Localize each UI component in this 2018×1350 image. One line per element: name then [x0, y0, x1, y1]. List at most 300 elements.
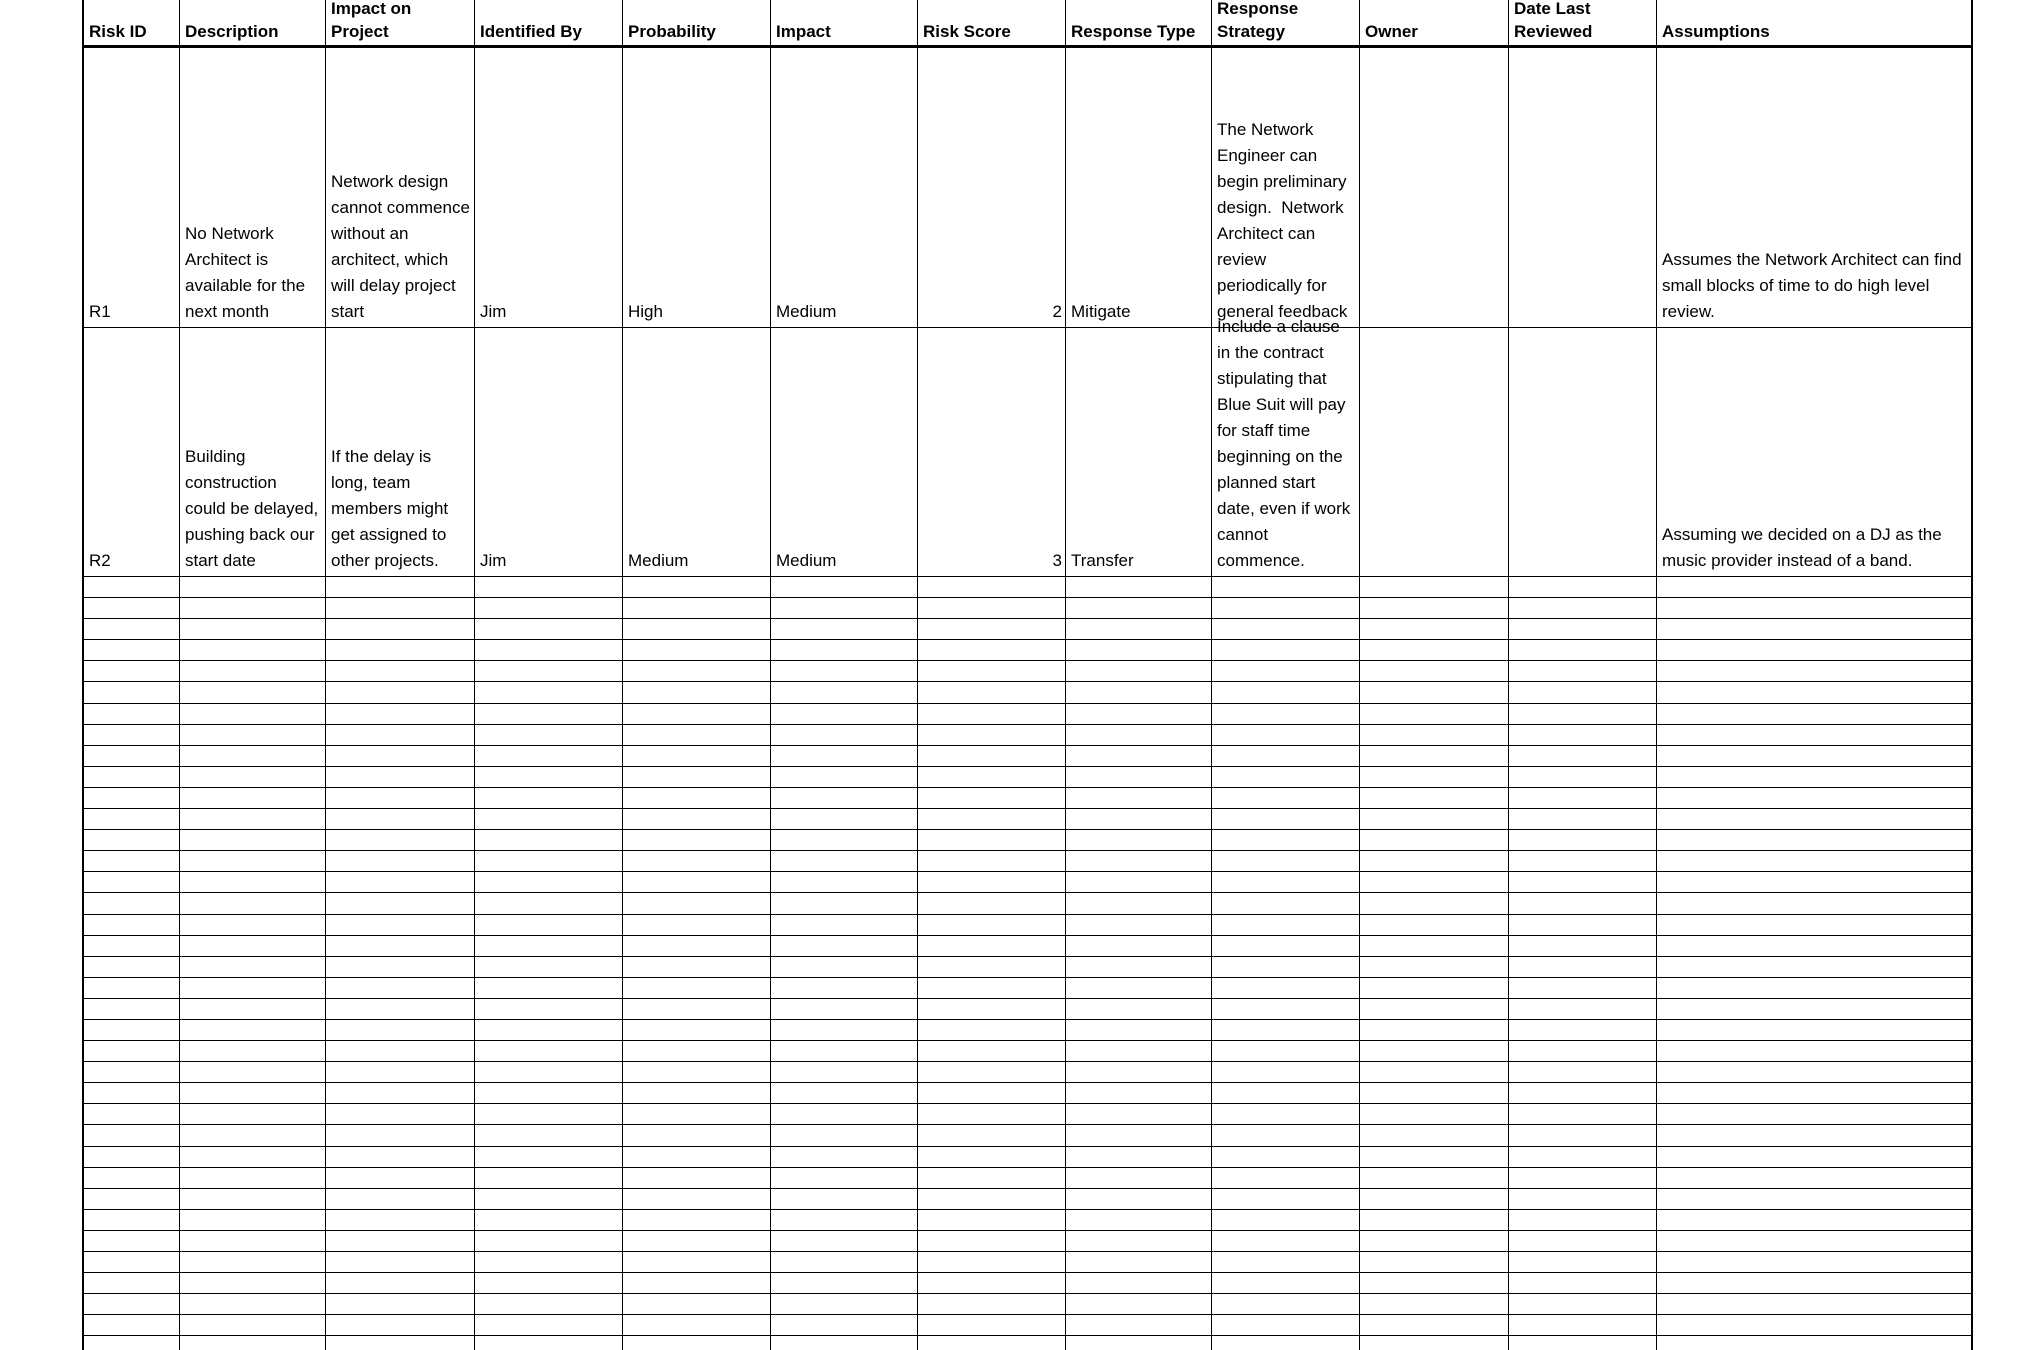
empty-cell-15-risk-score[interactable] — [918, 872, 1066, 893]
cell-r2-date-last-reviewed[interactable] — [1509, 328, 1657, 577]
empty-cell-9-probability[interactable] — [623, 746, 771, 767]
empty-cell-8-description[interactable] — [180, 725, 326, 746]
empty-cell-17-owner[interactable] — [1360, 915, 1509, 936]
empty-cell-17-probability[interactable] — [623, 915, 771, 936]
empty-cell-34-identified-by[interactable] — [475, 1273, 623, 1294]
empty-cell-26-response-strategy[interactable] — [1212, 1104, 1360, 1125]
empty-cell-2-description[interactable] — [180, 598, 326, 619]
empty-cell-4-description[interactable] — [180, 640, 326, 661]
empty-cell-32-description[interactable] — [180, 1231, 326, 1252]
empty-cell-22-assumptions[interactable] — [1657, 1020, 1973, 1041]
empty-cell-25-impact-on-project[interactable] — [326, 1083, 475, 1104]
empty-cell-26-identified-by[interactable] — [475, 1104, 623, 1125]
empty-cell-4-assumptions[interactable] — [1657, 640, 1973, 661]
empty-cell-12-probability[interactable] — [623, 809, 771, 830]
empty-cell-4-date-last-reviewed[interactable] — [1509, 640, 1657, 661]
empty-cell-6-impact-on-project[interactable] — [326, 682, 475, 703]
empty-cell-9-assumptions[interactable] — [1657, 746, 1973, 767]
empty-cell-18-risk-score[interactable] — [918, 936, 1066, 957]
empty-cell-6-risk-id[interactable] — [84, 682, 180, 703]
empty-cell-30-impact[interactable] — [771, 1189, 918, 1210]
empty-cell-5-response-type[interactable] — [1066, 661, 1212, 682]
empty-cell-26-risk-id[interactable] — [84, 1104, 180, 1125]
empty-cell-6-owner[interactable] — [1360, 682, 1509, 703]
header-cell-impact[interactable] — [771, 0, 918, 48]
empty-cell-22-identified-by[interactable] — [475, 1020, 623, 1041]
empty-cell-35-response-strategy[interactable] — [1212, 1294, 1360, 1315]
empty-cell-13-date-last-reviewed[interactable] — [1509, 830, 1657, 851]
empty-cell-23-assumptions[interactable] — [1657, 1041, 1973, 1062]
empty-cell-5-risk-score[interactable] — [918, 661, 1066, 682]
empty-cell-2-assumptions[interactable] — [1657, 598, 1973, 619]
cell-r1-risk-id[interactable] — [84, 48, 180, 328]
empty-cell-19-description[interactable] — [180, 957, 326, 978]
empty-cell-2-risk-id[interactable] — [84, 598, 180, 619]
empty-cell-22-probability[interactable] — [623, 1020, 771, 1041]
empty-cell-7-owner[interactable] — [1360, 704, 1509, 725]
empty-cell-10-impact-on-project[interactable] — [326, 767, 475, 788]
empty-cell-1-identified-by[interactable] — [475, 577, 623, 598]
empty-cell-33-owner[interactable] — [1360, 1252, 1509, 1273]
empty-cell-30-assumptions[interactable] — [1657, 1189, 1973, 1210]
empty-cell-26-probability[interactable] — [623, 1104, 771, 1125]
empty-cell-20-date-last-reviewed[interactable] — [1509, 978, 1657, 999]
empty-cell-31-description[interactable] — [180, 1210, 326, 1231]
empty-cell-3-date-last-reviewed[interactable] — [1509, 619, 1657, 640]
empty-cell-37-risk-score[interactable] — [918, 1336, 1066, 1350]
empty-cell-13-risk-score[interactable] — [918, 830, 1066, 851]
cell-r2-identified-by[interactable] — [475, 328, 623, 577]
empty-cell-28-identified-by[interactable] — [475, 1147, 623, 1168]
empty-cell-33-date-last-reviewed[interactable] — [1509, 1252, 1657, 1273]
empty-cell-20-probability[interactable] — [623, 978, 771, 999]
empty-cell-6-probability[interactable] — [623, 682, 771, 703]
empty-cell-16-response-strategy[interactable] — [1212, 893, 1360, 914]
empty-cell-11-date-last-reviewed[interactable] — [1509, 788, 1657, 809]
empty-cell-19-risk-score[interactable] — [918, 957, 1066, 978]
empty-cell-2-response-strategy[interactable] — [1212, 598, 1360, 619]
empty-cell-10-identified-by[interactable] — [475, 767, 623, 788]
empty-cell-14-impact[interactable] — [771, 851, 918, 872]
empty-cell-10-assumptions[interactable] — [1657, 767, 1973, 788]
empty-cell-37-assumptions[interactable] — [1657, 1336, 1973, 1350]
empty-cell-8-date-last-reviewed[interactable] — [1509, 725, 1657, 746]
empty-cell-35-identified-by[interactable] — [475, 1294, 623, 1315]
empty-cell-30-probability[interactable] — [623, 1189, 771, 1210]
cell-r1-impact[interactable] — [771, 48, 918, 328]
empty-cell-9-identified-by[interactable] — [475, 746, 623, 767]
empty-cell-4-response-strategy[interactable] — [1212, 640, 1360, 661]
empty-cell-4-response-type[interactable] — [1066, 640, 1212, 661]
empty-cell-32-owner[interactable] — [1360, 1231, 1509, 1252]
empty-cell-17-date-last-reviewed[interactable] — [1509, 915, 1657, 936]
empty-cell-34-risk-score[interactable] — [918, 1273, 1066, 1294]
cell-r1-impact-on-project[interactable] — [326, 48, 475, 328]
empty-cell-3-owner[interactable] — [1360, 619, 1509, 640]
empty-cell-2-risk-score[interactable] — [918, 598, 1066, 619]
empty-cell-18-response-strategy[interactable] — [1212, 936, 1360, 957]
empty-cell-36-response-strategy[interactable] — [1212, 1315, 1360, 1336]
empty-cell-35-date-last-reviewed[interactable] — [1509, 1294, 1657, 1315]
empty-cell-26-owner[interactable] — [1360, 1104, 1509, 1125]
empty-cell-22-impact-on-project[interactable] — [326, 1020, 475, 1041]
empty-cell-23-identified-by[interactable] — [475, 1041, 623, 1062]
empty-cell-2-impact-on-project[interactable] — [326, 598, 475, 619]
empty-cell-12-impact[interactable] — [771, 809, 918, 830]
empty-cell-16-impact-on-project[interactable] — [326, 893, 475, 914]
empty-cell-30-date-last-reviewed[interactable] — [1509, 1189, 1657, 1210]
empty-cell-1-description[interactable] — [180, 577, 326, 598]
empty-cell-33-description[interactable] — [180, 1252, 326, 1273]
empty-cell-28-description[interactable] — [180, 1147, 326, 1168]
empty-cell-14-identified-by[interactable] — [475, 851, 623, 872]
empty-cell-29-probability[interactable] — [623, 1168, 771, 1189]
empty-cell-25-description[interactable] — [180, 1083, 326, 1104]
empty-cell-34-impact-on-project[interactable] — [326, 1273, 475, 1294]
empty-cell-36-impact-on-project[interactable] — [326, 1315, 475, 1336]
header-cell-response-strategy[interactable] — [1212, 0, 1360, 48]
empty-cell-33-response-type[interactable] — [1066, 1252, 1212, 1273]
empty-cell-13-assumptions[interactable] — [1657, 830, 1973, 851]
empty-cell-17-impact[interactable] — [771, 915, 918, 936]
empty-cell-6-description[interactable] — [180, 682, 326, 703]
empty-cell-31-risk-id[interactable] — [84, 1210, 180, 1231]
empty-cell-14-assumptions[interactable] — [1657, 851, 1973, 872]
empty-cell-26-description[interactable] — [180, 1104, 326, 1125]
empty-cell-31-date-last-reviewed[interactable] — [1509, 1210, 1657, 1231]
empty-cell-23-response-strategy[interactable] — [1212, 1041, 1360, 1062]
cell-r2-owner[interactable] — [1360, 328, 1509, 577]
empty-cell-18-assumptions[interactable] — [1657, 936, 1973, 957]
empty-cell-7-identified-by[interactable] — [475, 704, 623, 725]
empty-cell-15-date-last-reviewed[interactable] — [1509, 872, 1657, 893]
empty-cell-27-date-last-reviewed[interactable] — [1509, 1125, 1657, 1146]
empty-cell-24-identified-by[interactable] — [475, 1062, 623, 1083]
empty-cell-27-impact[interactable] — [771, 1125, 918, 1146]
empty-cell-7-response-strategy[interactable] — [1212, 704, 1360, 725]
empty-cell-17-impact-on-project[interactable] — [326, 915, 475, 936]
empty-cell-8-assumptions[interactable] — [1657, 725, 1973, 746]
header-cell-impact-on-project[interactable] — [326, 0, 475, 48]
empty-cell-21-risk-id[interactable] — [84, 999, 180, 1020]
empty-cell-32-impact[interactable] — [771, 1231, 918, 1252]
empty-cell-19-owner[interactable] — [1360, 957, 1509, 978]
empty-cell-9-response-strategy[interactable] — [1212, 746, 1360, 767]
empty-cell-30-impact-on-project[interactable] — [326, 1189, 475, 1210]
empty-cell-7-assumptions[interactable] — [1657, 704, 1973, 725]
empty-cell-33-risk-score[interactable] — [918, 1252, 1066, 1273]
empty-cell-34-date-last-reviewed[interactable] — [1509, 1273, 1657, 1294]
empty-cell-7-description[interactable] — [180, 704, 326, 725]
empty-cell-27-assumptions[interactable] — [1657, 1125, 1973, 1146]
empty-cell-20-response-strategy[interactable] — [1212, 978, 1360, 999]
empty-cell-23-impact[interactable] — [771, 1041, 918, 1062]
empty-cell-9-impact-on-project[interactable] — [326, 746, 475, 767]
empty-cell-19-response-strategy[interactable] — [1212, 957, 1360, 978]
empty-cell-8-risk-score[interactable] — [918, 725, 1066, 746]
empty-cell-21-identified-by[interactable] — [475, 999, 623, 1020]
empty-cell-7-impact-on-project[interactable] — [326, 704, 475, 725]
cell-r2-risk-id[interactable] — [84, 328, 180, 577]
empty-cell-22-owner[interactable] — [1360, 1020, 1509, 1041]
empty-cell-29-response-type[interactable] — [1066, 1168, 1212, 1189]
empty-cell-37-probability[interactable] — [623, 1336, 771, 1350]
empty-cell-2-date-last-reviewed[interactable] — [1509, 598, 1657, 619]
empty-cell-35-description[interactable] — [180, 1294, 326, 1315]
empty-cell-10-owner[interactable] — [1360, 767, 1509, 788]
empty-cell-15-probability[interactable] — [623, 872, 771, 893]
empty-cell-7-risk-id[interactable] — [84, 704, 180, 725]
empty-cell-34-probability[interactable] — [623, 1273, 771, 1294]
empty-cell-32-probability[interactable] — [623, 1231, 771, 1252]
empty-cell-23-probability[interactable] — [623, 1041, 771, 1062]
empty-cell-31-impact-on-project[interactable] — [326, 1210, 475, 1231]
empty-cell-27-impact-on-project[interactable] — [326, 1125, 475, 1146]
empty-cell-9-risk-score[interactable] — [918, 746, 1066, 767]
empty-cell-6-impact[interactable] — [771, 682, 918, 703]
cell-r1-assumptions[interactable] — [1657, 48, 1973, 328]
empty-cell-28-date-last-reviewed[interactable] — [1509, 1147, 1657, 1168]
empty-cell-24-risk-score[interactable] — [918, 1062, 1066, 1083]
empty-cell-36-owner[interactable] — [1360, 1315, 1509, 1336]
empty-cell-14-risk-id[interactable] — [84, 851, 180, 872]
empty-cell-18-impact[interactable] — [771, 936, 918, 957]
empty-cell-21-impact[interactable] — [771, 999, 918, 1020]
empty-cell-19-risk-id[interactable] — [84, 957, 180, 978]
empty-cell-28-risk-score[interactable] — [918, 1147, 1066, 1168]
empty-cell-33-assumptions[interactable] — [1657, 1252, 1973, 1273]
empty-cell-5-identified-by[interactable] — [475, 661, 623, 682]
cell-r1-identified-by[interactable] — [475, 48, 623, 328]
empty-cell-16-risk-score[interactable] — [918, 893, 1066, 914]
empty-cell-31-identified-by[interactable] — [475, 1210, 623, 1231]
empty-cell-34-response-strategy[interactable] — [1212, 1273, 1360, 1294]
header-cell-owner[interactable] — [1360, 0, 1509, 48]
empty-cell-33-impact-on-project[interactable] — [326, 1252, 475, 1273]
empty-cell-3-identified-by[interactable] — [475, 619, 623, 640]
empty-cell-6-date-last-reviewed[interactable] — [1509, 682, 1657, 703]
empty-cell-1-impact[interactable] — [771, 577, 918, 598]
empty-cell-30-response-strategy[interactable] — [1212, 1189, 1360, 1210]
cell-r2-impact-on-project[interactable] — [326, 328, 475, 577]
empty-cell-20-description[interactable] — [180, 978, 326, 999]
empty-cell-35-response-type[interactable] — [1066, 1294, 1212, 1315]
cell-r1-probability[interactable] — [623, 48, 771, 328]
empty-cell-4-risk-score[interactable] — [918, 640, 1066, 661]
empty-cell-11-impact-on-project[interactable] — [326, 788, 475, 809]
empty-cell-2-identified-by[interactable] — [475, 598, 623, 619]
empty-cell-34-description[interactable] — [180, 1273, 326, 1294]
empty-cell-29-description[interactable] — [180, 1168, 326, 1189]
empty-cell-35-impact[interactable] — [771, 1294, 918, 1315]
empty-cell-9-date-last-reviewed[interactable] — [1509, 746, 1657, 767]
empty-cell-4-risk-id[interactable] — [84, 640, 180, 661]
empty-cell-37-date-last-reviewed[interactable] — [1509, 1336, 1657, 1350]
empty-cell-37-owner[interactable] — [1360, 1336, 1509, 1350]
empty-cell-24-response-type[interactable] — [1066, 1062, 1212, 1083]
empty-cell-25-risk-score[interactable] — [918, 1083, 1066, 1104]
empty-cell-18-owner[interactable] — [1360, 936, 1509, 957]
empty-cell-7-impact[interactable] — [771, 704, 918, 725]
empty-cell-1-risk-score[interactable] — [918, 577, 1066, 598]
empty-cell-21-probability[interactable] — [623, 999, 771, 1020]
empty-cell-10-description[interactable] — [180, 767, 326, 788]
cell-r1-owner[interactable] — [1360, 48, 1509, 328]
empty-cell-5-impact[interactable] — [771, 661, 918, 682]
empty-cell-24-description[interactable] — [180, 1062, 326, 1083]
empty-cell-29-risk-id[interactable] — [84, 1168, 180, 1189]
empty-cell-13-probability[interactable] — [623, 830, 771, 851]
cell-r1-risk-score[interactable] — [918, 48, 1066, 328]
empty-cell-36-impact[interactable] — [771, 1315, 918, 1336]
empty-cell-20-owner[interactable] — [1360, 978, 1509, 999]
empty-cell-5-probability[interactable] — [623, 661, 771, 682]
empty-cell-15-risk-id[interactable] — [84, 872, 180, 893]
empty-cell-25-risk-id[interactable] — [84, 1083, 180, 1104]
empty-cell-11-assumptions[interactable] — [1657, 788, 1973, 809]
empty-cell-23-response-type[interactable] — [1066, 1041, 1212, 1062]
empty-cell-10-response-type[interactable] — [1066, 767, 1212, 788]
empty-cell-33-impact[interactable] — [771, 1252, 918, 1273]
empty-cell-8-probability[interactable] — [623, 725, 771, 746]
empty-cell-20-impact[interactable] — [771, 978, 918, 999]
empty-cell-16-identified-by[interactable] — [475, 893, 623, 914]
empty-cell-26-risk-score[interactable] — [918, 1104, 1066, 1125]
empty-cell-26-response-type[interactable] — [1066, 1104, 1212, 1125]
empty-cell-21-owner[interactable] — [1360, 999, 1509, 1020]
empty-cell-14-response-strategy[interactable] — [1212, 851, 1360, 872]
empty-cell-21-risk-score[interactable] — [918, 999, 1066, 1020]
empty-cell-12-impact-on-project[interactable] — [326, 809, 475, 830]
empty-cell-7-risk-score[interactable] — [918, 704, 1066, 725]
empty-cell-24-owner[interactable] — [1360, 1062, 1509, 1083]
empty-cell-29-impact-on-project[interactable] — [326, 1168, 475, 1189]
empty-cell-36-date-last-reviewed[interactable] — [1509, 1315, 1657, 1336]
cell-r2-impact[interactable] — [771, 328, 918, 577]
empty-cell-37-impact-on-project[interactable] — [326, 1336, 475, 1350]
header-cell-assumptions[interactable] — [1657, 0, 1973, 48]
empty-cell-5-risk-id[interactable] — [84, 661, 180, 682]
empty-cell-11-probability[interactable] — [623, 788, 771, 809]
empty-cell-24-risk-id[interactable] — [84, 1062, 180, 1083]
cell-r2-description[interactable] — [180, 328, 326, 577]
cell-r1-response-strategy[interactable] — [1212, 48, 1360, 328]
empty-cell-17-risk-score[interactable] — [918, 915, 1066, 936]
empty-cell-27-probability[interactable] — [623, 1125, 771, 1146]
empty-cell-20-identified-by[interactable] — [475, 978, 623, 999]
empty-cell-24-response-strategy[interactable] — [1212, 1062, 1360, 1083]
empty-cell-11-impact[interactable] — [771, 788, 918, 809]
empty-cell-33-identified-by[interactable] — [475, 1252, 623, 1273]
header-cell-date-last-reviewed[interactable] — [1509, 0, 1657, 48]
empty-cell-8-response-strategy[interactable] — [1212, 725, 1360, 746]
empty-cell-28-response-strategy[interactable] — [1212, 1147, 1360, 1168]
empty-cell-2-impact[interactable] — [771, 598, 918, 619]
empty-cell-28-impact[interactable] — [771, 1147, 918, 1168]
empty-cell-7-date-last-reviewed[interactable] — [1509, 704, 1657, 725]
empty-cell-36-risk-id[interactable] — [84, 1315, 180, 1336]
empty-cell-34-risk-id[interactable] — [84, 1273, 180, 1294]
empty-cell-5-description[interactable] — [180, 661, 326, 682]
empty-cell-22-description[interactable] — [180, 1020, 326, 1041]
empty-cell-29-assumptions[interactable] — [1657, 1168, 1973, 1189]
empty-cell-10-impact[interactable] — [771, 767, 918, 788]
empty-cell-2-owner[interactable] — [1360, 598, 1509, 619]
empty-cell-35-impact-on-project[interactable] — [326, 1294, 475, 1315]
empty-cell-13-owner[interactable] — [1360, 830, 1509, 851]
empty-cell-28-owner[interactable] — [1360, 1147, 1509, 1168]
empty-cell-23-risk-id[interactable] — [84, 1041, 180, 1062]
empty-cell-12-response-strategy[interactable] — [1212, 809, 1360, 830]
empty-cell-8-identified-by[interactable] — [475, 725, 623, 746]
empty-cell-14-date-last-reviewed[interactable] — [1509, 851, 1657, 872]
empty-cell-12-response-type[interactable] — [1066, 809, 1212, 830]
cell-r2-risk-score[interactable] — [918, 328, 1066, 577]
empty-cell-3-response-type[interactable] — [1066, 619, 1212, 640]
empty-cell-16-response-type[interactable] — [1066, 893, 1212, 914]
empty-cell-32-risk-score[interactable] — [918, 1231, 1066, 1252]
empty-cell-19-date-last-reviewed[interactable] — [1509, 957, 1657, 978]
empty-cell-34-assumptions[interactable] — [1657, 1273, 1973, 1294]
empty-cell-20-risk-score[interactable] — [918, 978, 1066, 999]
empty-cell-17-response-type[interactable] — [1066, 915, 1212, 936]
empty-cell-35-risk-id[interactable] — [84, 1294, 180, 1315]
empty-cell-25-response-type[interactable] — [1066, 1083, 1212, 1104]
empty-cell-29-response-strategy[interactable] — [1212, 1168, 1360, 1189]
empty-cell-22-impact[interactable] — [771, 1020, 918, 1041]
empty-cell-6-response-type[interactable] — [1066, 682, 1212, 703]
empty-cell-22-response-strategy[interactable] — [1212, 1020, 1360, 1041]
empty-cell-1-assumptions[interactable] — [1657, 577, 1973, 598]
empty-cell-6-identified-by[interactable] — [475, 682, 623, 703]
empty-cell-13-impact-on-project[interactable] — [326, 830, 475, 851]
empty-cell-34-response-type[interactable] — [1066, 1273, 1212, 1294]
empty-cell-21-response-strategy[interactable] — [1212, 999, 1360, 1020]
empty-cell-25-assumptions[interactable] — [1657, 1083, 1973, 1104]
empty-cell-31-response-type[interactable] — [1066, 1210, 1212, 1231]
empty-cell-21-impact-on-project[interactable] — [326, 999, 475, 1020]
empty-cell-27-response-type[interactable] — [1066, 1125, 1212, 1146]
empty-cell-35-assumptions[interactable] — [1657, 1294, 1973, 1315]
empty-cell-8-owner[interactable] — [1360, 725, 1509, 746]
empty-cell-11-risk-id[interactable] — [84, 788, 180, 809]
empty-cell-21-response-type[interactable] — [1066, 999, 1212, 1020]
empty-cell-14-probability[interactable] — [623, 851, 771, 872]
empty-cell-30-risk-score[interactable] — [918, 1189, 1066, 1210]
empty-cell-16-date-last-reviewed[interactable] — [1509, 893, 1657, 914]
empty-cell-23-risk-score[interactable] — [918, 1041, 1066, 1062]
empty-cell-18-identified-by[interactable] — [475, 936, 623, 957]
empty-cell-9-response-type[interactable] — [1066, 746, 1212, 767]
empty-cell-25-impact[interactable] — [771, 1083, 918, 1104]
empty-cell-36-description[interactable] — [180, 1315, 326, 1336]
empty-cell-3-assumptions[interactable] — [1657, 619, 1973, 640]
empty-cell-32-response-strategy[interactable] — [1212, 1231, 1360, 1252]
empty-cell-28-probability[interactable] — [623, 1147, 771, 1168]
empty-cell-16-impact[interactable] — [771, 893, 918, 914]
empty-cell-5-response-strategy[interactable] — [1212, 661, 1360, 682]
empty-cell-31-owner[interactable] — [1360, 1210, 1509, 1231]
empty-cell-24-assumptions[interactable] — [1657, 1062, 1973, 1083]
empty-cell-26-impact-on-project[interactable] — [326, 1104, 475, 1125]
empty-cell-1-probability[interactable] — [623, 577, 771, 598]
empty-cell-14-impact-on-project[interactable] — [326, 851, 475, 872]
empty-cell-35-owner[interactable] — [1360, 1294, 1509, 1315]
empty-cell-33-response-strategy[interactable] — [1212, 1252, 1360, 1273]
empty-cell-15-identified-by[interactable] — [475, 872, 623, 893]
empty-cell-32-risk-id[interactable] — [84, 1231, 180, 1252]
empty-cell-31-response-strategy[interactable] — [1212, 1210, 1360, 1231]
